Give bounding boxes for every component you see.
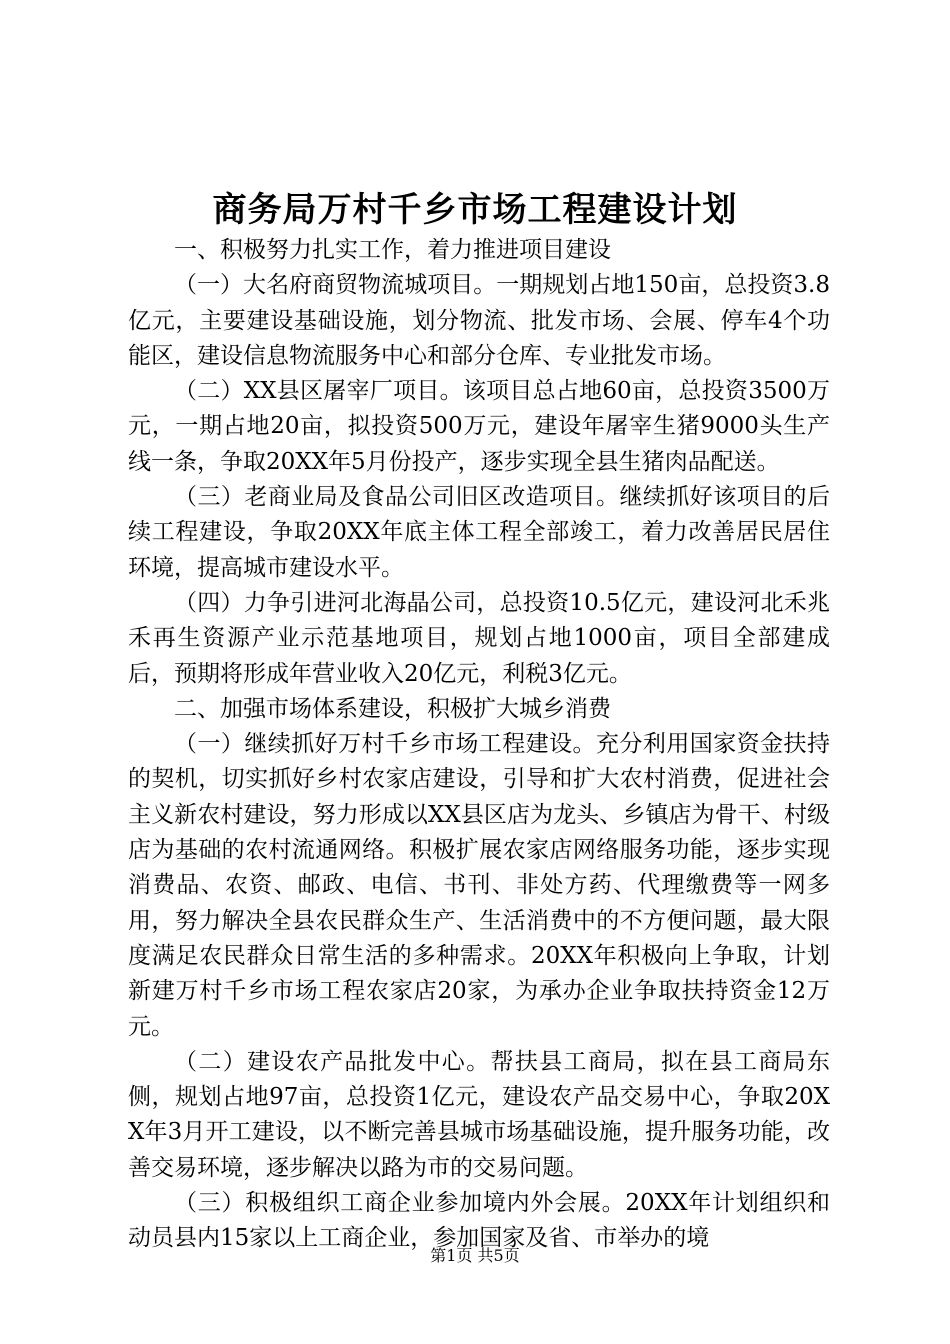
paragraph-2-3: （三）积极组织工商企业参加境内外会展。20XX年计划组织和动员县内15家以上工商企业，参加国家及省、市举办的境 [128, 1190, 830, 1252]
paragraph-1-2: （二）XX县区屠宰厂项目。该项目总占地60亩，总投资3500万元，一期占地20亩，拟投资500万元，建设年屠宰生猪9000头生产线一条，争取20XX年5月份投产，逐步实现全县生猪肉品配送。 [128, 378, 830, 475]
document-body [128, 233, 830, 1257]
section-heading-2: 二、加强市场体系建设，积极扩大城乡消费 [174, 695, 611, 722]
paragraph-2-1: （一）继续抓好万村千乡市场工程建设。充分利用国家资金扶持的契机，切实抓好乡村农家店建设，引导和扩大农村消费，促进社会主义新农村建设，努力形成以XX县区店为龙头、乡镇店为骨干、村级店为基础的农村流通网络。积极扩展农家店网络服务功能，逐步实现消费品、农资、邮政、电信、书刊、非处方药、代理缴费等一网多用，努力解决全县农民群众生产、生活消费中的不方便问题，最大限度满足农民群众日常生活的多种需求。20XX年积极向上争取，计划新建万村千乡市场工程农家店20家，为承办企业争取扶持资金12万元。 [128, 731, 830, 1040]
paragraph-1-1: （一）大名府商贸物流城项目。一期规划占地150亩，总投资3.8亿元，主要建设基础设施，划分物流、批发市场、会展、停车4个功能区，建设信息物流服务中心和部分仓库、专业批发市场。 [128, 272, 830, 369]
paragraph-1-4: （四）力争引进河北海晶公司，总投资10.5亿元，建设河北禾兆禾再生资源产业示范基地项目，规划占地1000亩，项目全部建成后，预期将形成年营业收入20亿元，利税3亿元。 [128, 589, 830, 687]
page-number-footer: 第1页 共5页 [430, 1246, 520, 1265]
section-heading-1: 一、积极努力扎实工作，着力推进项目建设 [174, 237, 611, 263]
document-title: 商务局万村千乡市场工程建设计划 [212, 190, 738, 230]
paragraph-1-3: （三）老商业局及食品公司旧区改造项目。继续抓好该项目的后续工程建设，争取20XX年底主体工程全部竣工，着力改善居民居住环境，提高城市建设水平。 [128, 484, 830, 581]
paragraph-2-2: （二）建设农产品批发中心。帮扶县工商局，拟在县工商局东侧，规划占地97亩，总投资1亿元，建设农产品交易中心，争取20XX年3月开工建设，以不断完善县城市场基础设施，提升服务功能，改善交易环境，逐步解决以路为市的交易问题。 [128, 1048, 830, 1181]
